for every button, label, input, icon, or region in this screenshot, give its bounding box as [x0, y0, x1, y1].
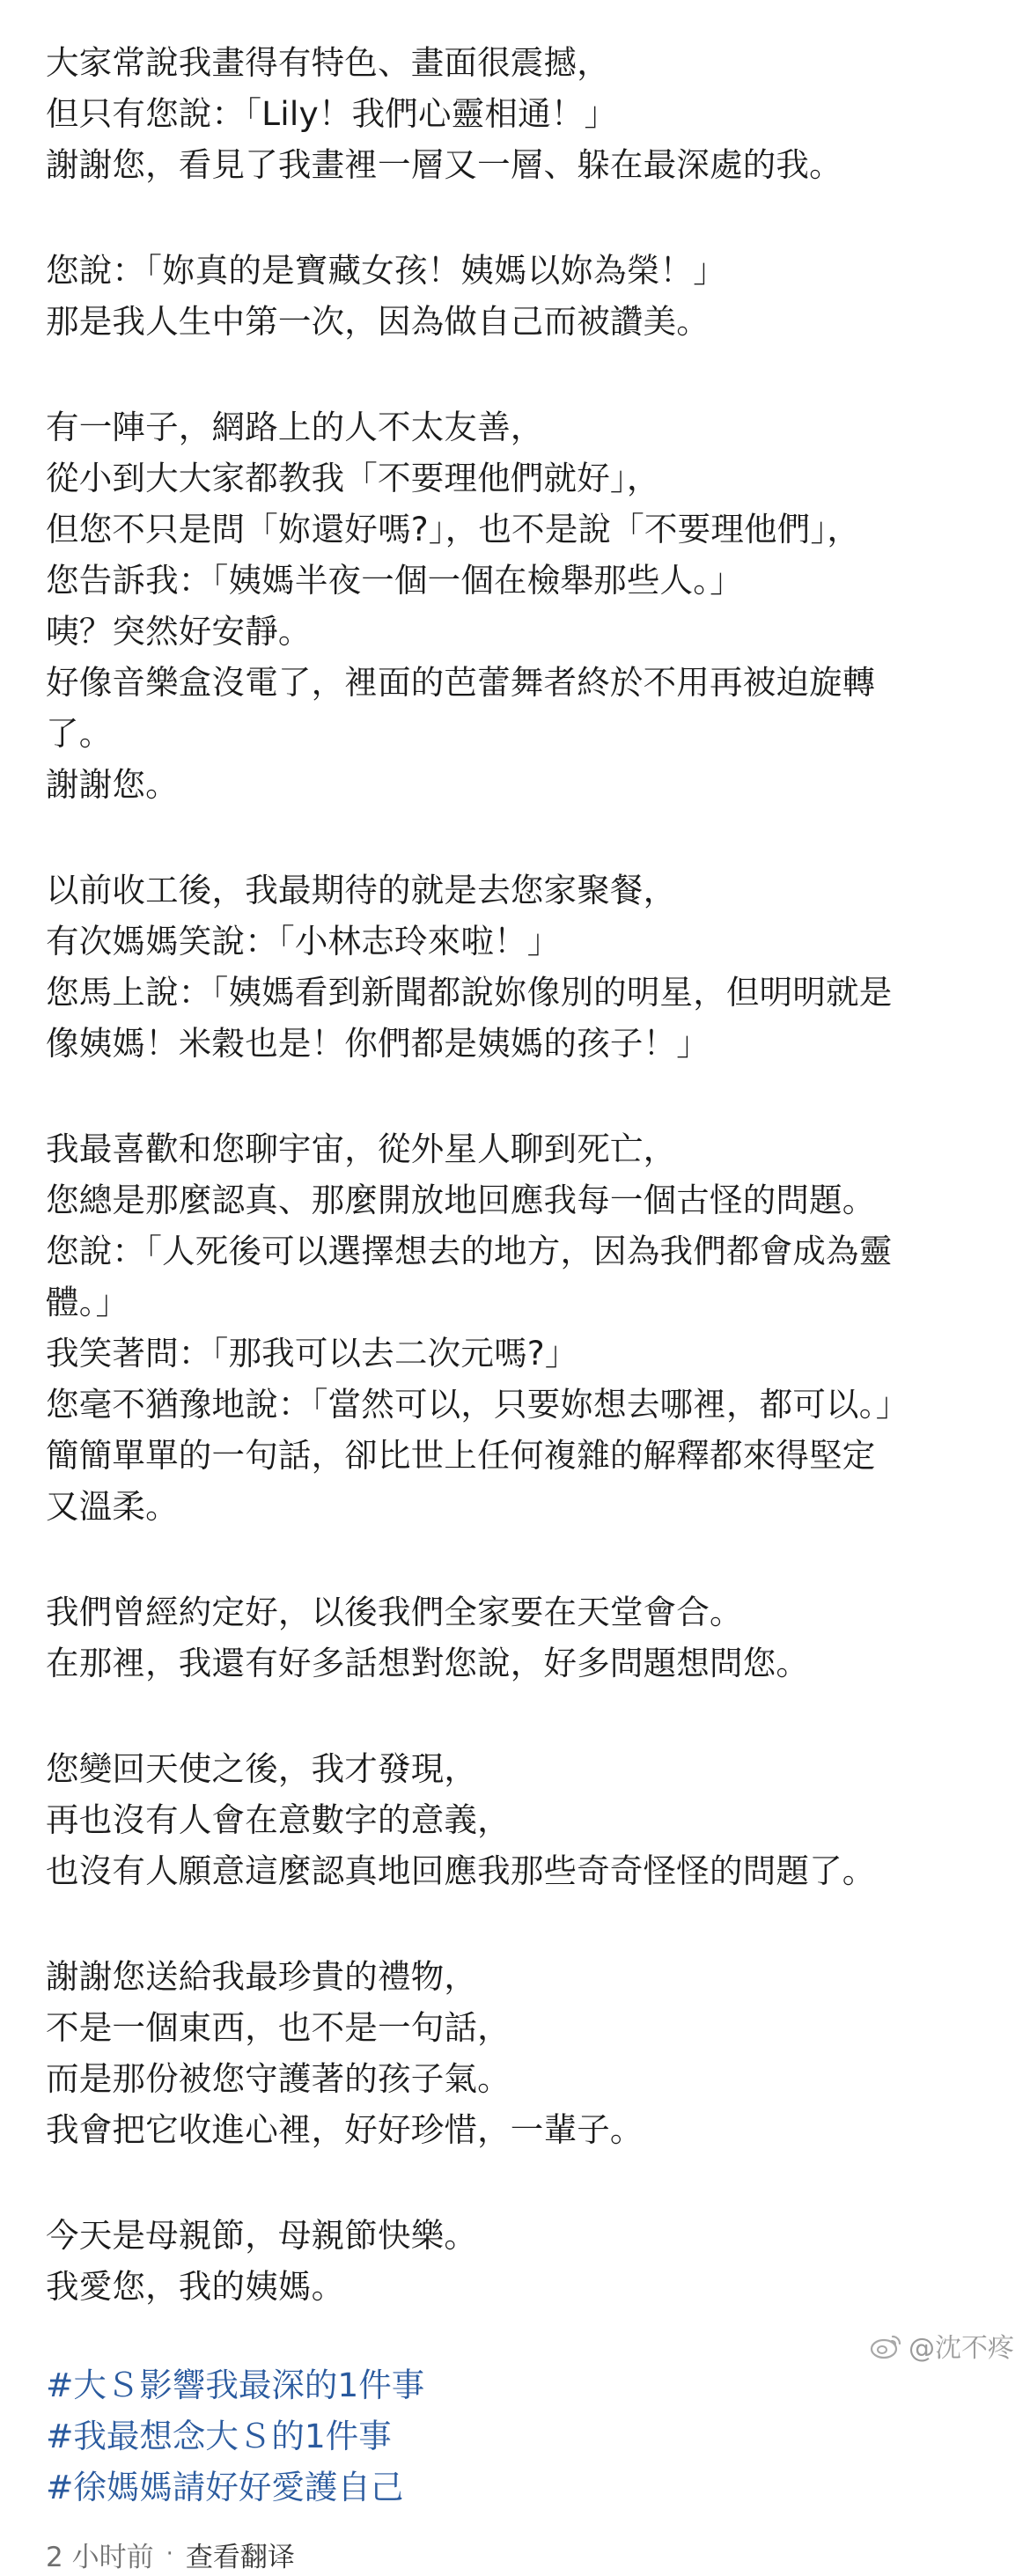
translate-button[interactable]: 查看翻译 [185, 2541, 295, 2573]
text-line: 不是一個東西，也不是一句話， [46, 2008, 511, 2047]
text-line: 以前收工後，我最期待的就是去您家聚餐， [46, 871, 677, 909]
text-line: 我最喜歡和您聊宇宙，從外星人聊到死亡， [46, 1130, 677, 1168]
hashtag-list [46, 2359, 1005, 2513]
text-line: 您馬上說：「姨媽看到新聞都說妳像別的明星，但明明就是 [46, 973, 893, 1012]
text-line: 您告訴我：「姨媽半夜一個一個在檢舉那些人。」 [46, 561, 743, 600]
text-line: 咦？突然好安靜。 [46, 612, 312, 651]
text-line: 您說：「妳真的是寶藏女孩！姨媽以妳為榮！」 [46, 251, 726, 290]
post-paragraph [46, 2210, 1005, 2312]
post-time: 2 小时前 [46, 2541, 154, 2573]
post-paragraph [46, 1123, 1005, 1532]
text-line: 體。」 [46, 1283, 129, 1321]
weibo-watermark [870, 2326, 1014, 2365]
weibo-logo-icon [870, 2331, 903, 2359]
post-paragraph [46, 1743, 1005, 1896]
text-line: 好像音樂盒沒電了，裡面的芭蕾舞者終於不用再被迫旋轉 [46, 663, 876, 702]
text-line: 謝謝您送給我最珍貴的禮物， [46, 1957, 478, 1996]
post-paragraph [46, 37, 1005, 190]
text-line: 我們曾經約定好，以後我們全家要在天堂會合。 [46, 1593, 743, 1631]
post-meta [46, 2532, 1005, 2576]
text-line: 您毫不猶豫地說：「當然可以，只要妳想去哪裡，都可以。」 [46, 1385, 909, 1424]
text-line: 您變回天使之後，我才發現， [46, 1749, 478, 1788]
text-line: 我笑著問：「那我可以去二次元嗎?」 [46, 1334, 578, 1373]
watermark-text: @沈不疼 [909, 2333, 1014, 2364]
text-line: 您說：「人死後可以選擇想去的地方，因為我們都會成為靈 [46, 1232, 893, 1270]
text-line: 簡簡單單的一句話，卻比世上任何複雜的解釋都來得堅定 [46, 1436, 876, 1475]
text-line: 了。 [46, 714, 113, 753]
text-line: 但您不只是問「妳還好嗎?」，也不是說「不要理他們」， [46, 510, 861, 548]
meta-separator: · [166, 2541, 173, 2567]
hashtag-link[interactable]: #徐媽媽請好好愛護自己 [46, 2468, 404, 2506]
post-paragraph [46, 245, 1005, 347]
text-line: 但只有您說：「Lily！我們心靈相通！」 [46, 94, 618, 133]
text-line: 我愛您，我的姨媽。 [46, 2267, 345, 2306]
hashtag-link[interactable]: #我最想念大Ｓ的1件事 [46, 2417, 392, 2455]
text-line: 您總是那麼認真、那麼開放地回應我每一個古怪的問題。 [46, 1181, 876, 1219]
text-line: 又溫柔。 [46, 1487, 179, 1526]
text-line: 有一陣子，網路上的人不太友善， [46, 408, 544, 446]
post-body [46, 37, 1005, 2576]
text-line: 在那裡，我還有好多話想對您說，好多問題想問您。 [46, 1644, 810, 1682]
text-line: 從小到大大家都教我「不要理他們就好」， [46, 459, 660, 497]
text-line: 像姨媽！米穀也是！你們都是姨媽的孩子！」 [46, 1024, 710, 1063]
text-line: 謝謝您，看見了我畫裡一層又一層、躲在最深處的我。 [46, 145, 842, 184]
text-line: 而是那份被您守護著的孩子氣。 [46, 2059, 511, 2098]
post-paragraph [46, 401, 1005, 810]
text-line: 謝謝您。 [46, 765, 179, 804]
post-paragraph [46, 1586, 1005, 1689]
post-paragraph [46, 1951, 1005, 2155]
text-line: 大家常說我畫得有特色、畫面很震撼， [46, 43, 610, 82]
text-line: 今天是母親節，母親節快樂。 [46, 2216, 478, 2255]
text-line: 那是我人生中第一次，因為做自己而被讚美。 [46, 302, 710, 341]
text-line: 有次媽媽笑說：「小林志玲來啦！」 [46, 922, 561, 960]
text-line: 再也沒有人會在意數字的意義， [46, 1800, 511, 1839]
post-paragraph [46, 865, 1005, 1069]
post-text [46, 37, 1005, 2312]
hashtag-link[interactable]: #大Ｓ影響我最深的1件事 [46, 2366, 425, 2404]
text-line: 我會把它收進心裡，好好珍惜，一輩子。 [46, 2110, 644, 2149]
text-line: 也沒有人願意這麼認真地回應我那些奇奇怪怪的問題了。 [46, 1851, 876, 1890]
